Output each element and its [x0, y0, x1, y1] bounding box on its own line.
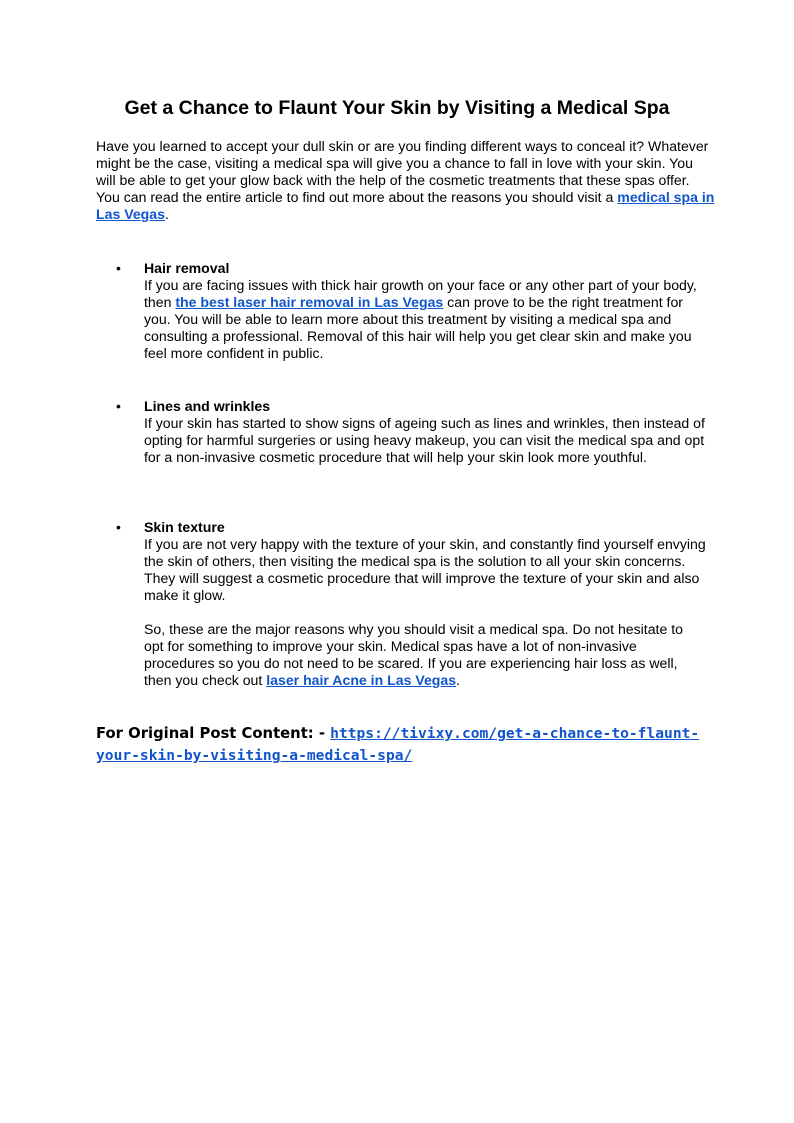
- bullet-icon: •: [116, 519, 121, 535]
- closing-after: .: [456, 672, 460, 688]
- intro-text: Have you learned to accept your dull skin or are you finding different ways to conceal it? Whatever might be the case, visiting a medical spa will give you a chance to fall in love with your skin. You will be able to get your glow back with the help of the cosmetic treatments that these spas offer. You can read the entire article to find out more about the reasons you should visit a: [96, 138, 709, 205]
- list-item-hair-removal: [144, 260, 706, 362]
- closing-paragraph: [144, 621, 706, 689]
- bullet-icon: •: [116, 398, 121, 414]
- laser-hair-acne-link[interactable]: laser hair Acne in Las Vegas: [266, 672, 457, 688]
- intro-paragraph: [96, 138, 716, 223]
- item-text-before: If you are facing issues with thick hair growth on your face or any other part of your body, then: [144, 277, 697, 310]
- page-title: Get a Chance to Flaunt Your Skin by Visiting a Medical Spa: [124, 97, 670, 119]
- item-heading: Skin texture: [144, 519, 225, 535]
- item-text-after: can prove to be the right treatment for you. You will be able to learn more about this treatment by visiting a medical spa and consulting a professional. Removal of this hair will help you get clear skin and make you feel more confident in public.: [144, 294, 692, 361]
- item-text: If your skin has started to show signs of ageing such as lines and wrinkles, then instead of opting for harmful surgeries or using heavy makeup, you can visit the medical spa and opt for a non-invasive cosmetic procedure that will help your skin look more youthful.: [144, 415, 705, 465]
- laser-hair-removal-link[interactable]: the best laser hair removal in Las Vegas: [175, 294, 444, 310]
- closing-text: So, these are the major reasons why you should visit a medical spa. Do not hesitate to opt for something to improve your skin. Medical spas have a lot of non-invasive procedures so you do not need to be scared. If you are experiencing hair loss as well, then you check out: [144, 621, 683, 688]
- list-item-skin-texture: [144, 519, 706, 689]
- list-item-lines-wrinkles: [144, 398, 706, 466]
- intro-after: .: [164, 206, 169, 222]
- original-post-link[interactable]: https://tivixy.com/get-a-chance-to-flaunt-your-skin-by-visiting-a-medical-spa/: [96, 725, 700, 764]
- item-heading: Lines and wrinkles: [144, 398, 271, 414]
- item-text: If you are not very happy with the texture of your skin, and constantly find yourself envying the skin of others, then visiting the medical spa is the solution to all your skin concerns. They will suggest a cosmetic procedure that will improve the texture of your skin and also make it glow.: [144, 536, 706, 603]
- bullet-icon: •: [116, 260, 121, 276]
- medical-spa-link[interactable]: medical spa in Las Vegas: [96, 189, 715, 222]
- original-post-footer: [96, 723, 706, 767]
- item-heading: Hair removal: [144, 260, 230, 276]
- footer-label: For Original Post Content: -: [96, 725, 331, 742]
